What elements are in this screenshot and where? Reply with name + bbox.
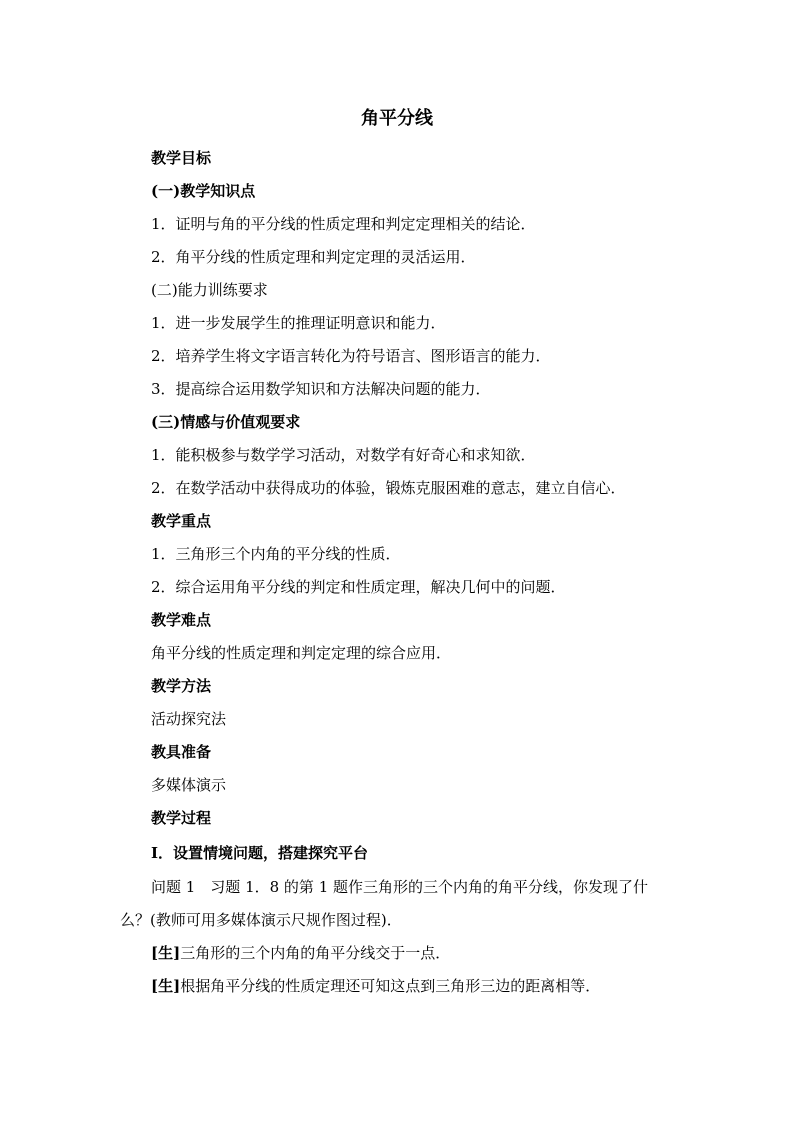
process-step-heading: Ⅰ．设置情境问题，搭建探究平台	[151, 844, 369, 862]
key-point-item: 2．综合运用角平分线的判定和性质定理，解决几何中的问题．	[151, 578, 566, 596]
method-text: 活动探究法	[151, 710, 227, 728]
emotion-heading: (三)情感与价值观要求	[151, 413, 301, 431]
difficulty-text: 角平分线的性质定理和判定定理的综合应用．	[151, 644, 452, 662]
student-tag: [生]	[151, 977, 181, 995]
tools-heading: 教具准备	[151, 743, 212, 761]
student-answer	[151, 943, 450, 963]
teaching-goal-heading: 教学目标	[151, 149, 212, 167]
emotion-item: 1．能积极参与数学学习活动，对数学有好奇心和求知欲．	[151, 446, 536, 464]
method-heading: 教学方法	[151, 677, 212, 695]
tools-text: 多媒体演示	[151, 776, 227, 794]
knowledge-heading: (一)教学知识点	[151, 182, 256, 200]
key-points-heading: 教学重点	[151, 512, 212, 530]
question-line: 么？(教师可用多媒体演示尺规作图过程)．	[120, 911, 402, 929]
ability-heading: (二)能力训练要求	[151, 281, 268, 299]
student-tag: [生]	[151, 944, 181, 962]
student-answer-text: 根据角平分线的性质定理还可知这点到三角形三边的距离相等．	[180, 977, 601, 995]
key-point-item: 1．三角形三个内角的平分线的性质．	[151, 545, 401, 563]
ability-item: 2．培养学生将文字语言转化为符号语言、图形语言的能力．	[151, 347, 551, 365]
knowledge-item: 2．角平分线的性质定理和判定定理的灵活运用．	[151, 248, 476, 266]
difficulty-heading: 教学难点	[151, 611, 212, 629]
ability-item: 3．提高综合运用数学知识和方法解决问题的能力．	[151, 380, 491, 398]
question-line: 问题 1 习题 1．8 的第 1 题作三角形的三个内角的角平分线，你发现了什	[151, 878, 649, 896]
ability-item: 1．进一步发展学生的推理证明意识和能力．	[151, 314, 446, 332]
student-answer-text: 三角形的三个内角的角平分线交于一点．	[180, 944, 451, 962]
process-heading: 教学过程	[151, 809, 212, 827]
student-answer	[151, 976, 600, 996]
emotion-item: 2．在数学活动中获得成功的体验，锻炼克服困难的意志，建立自信心．	[151, 479, 626, 497]
page-title: 角平分线	[361, 108, 433, 129]
knowledge-item: 1．证明与角的平分线的性质定理和判定定理相关的结论．	[151, 215, 536, 233]
